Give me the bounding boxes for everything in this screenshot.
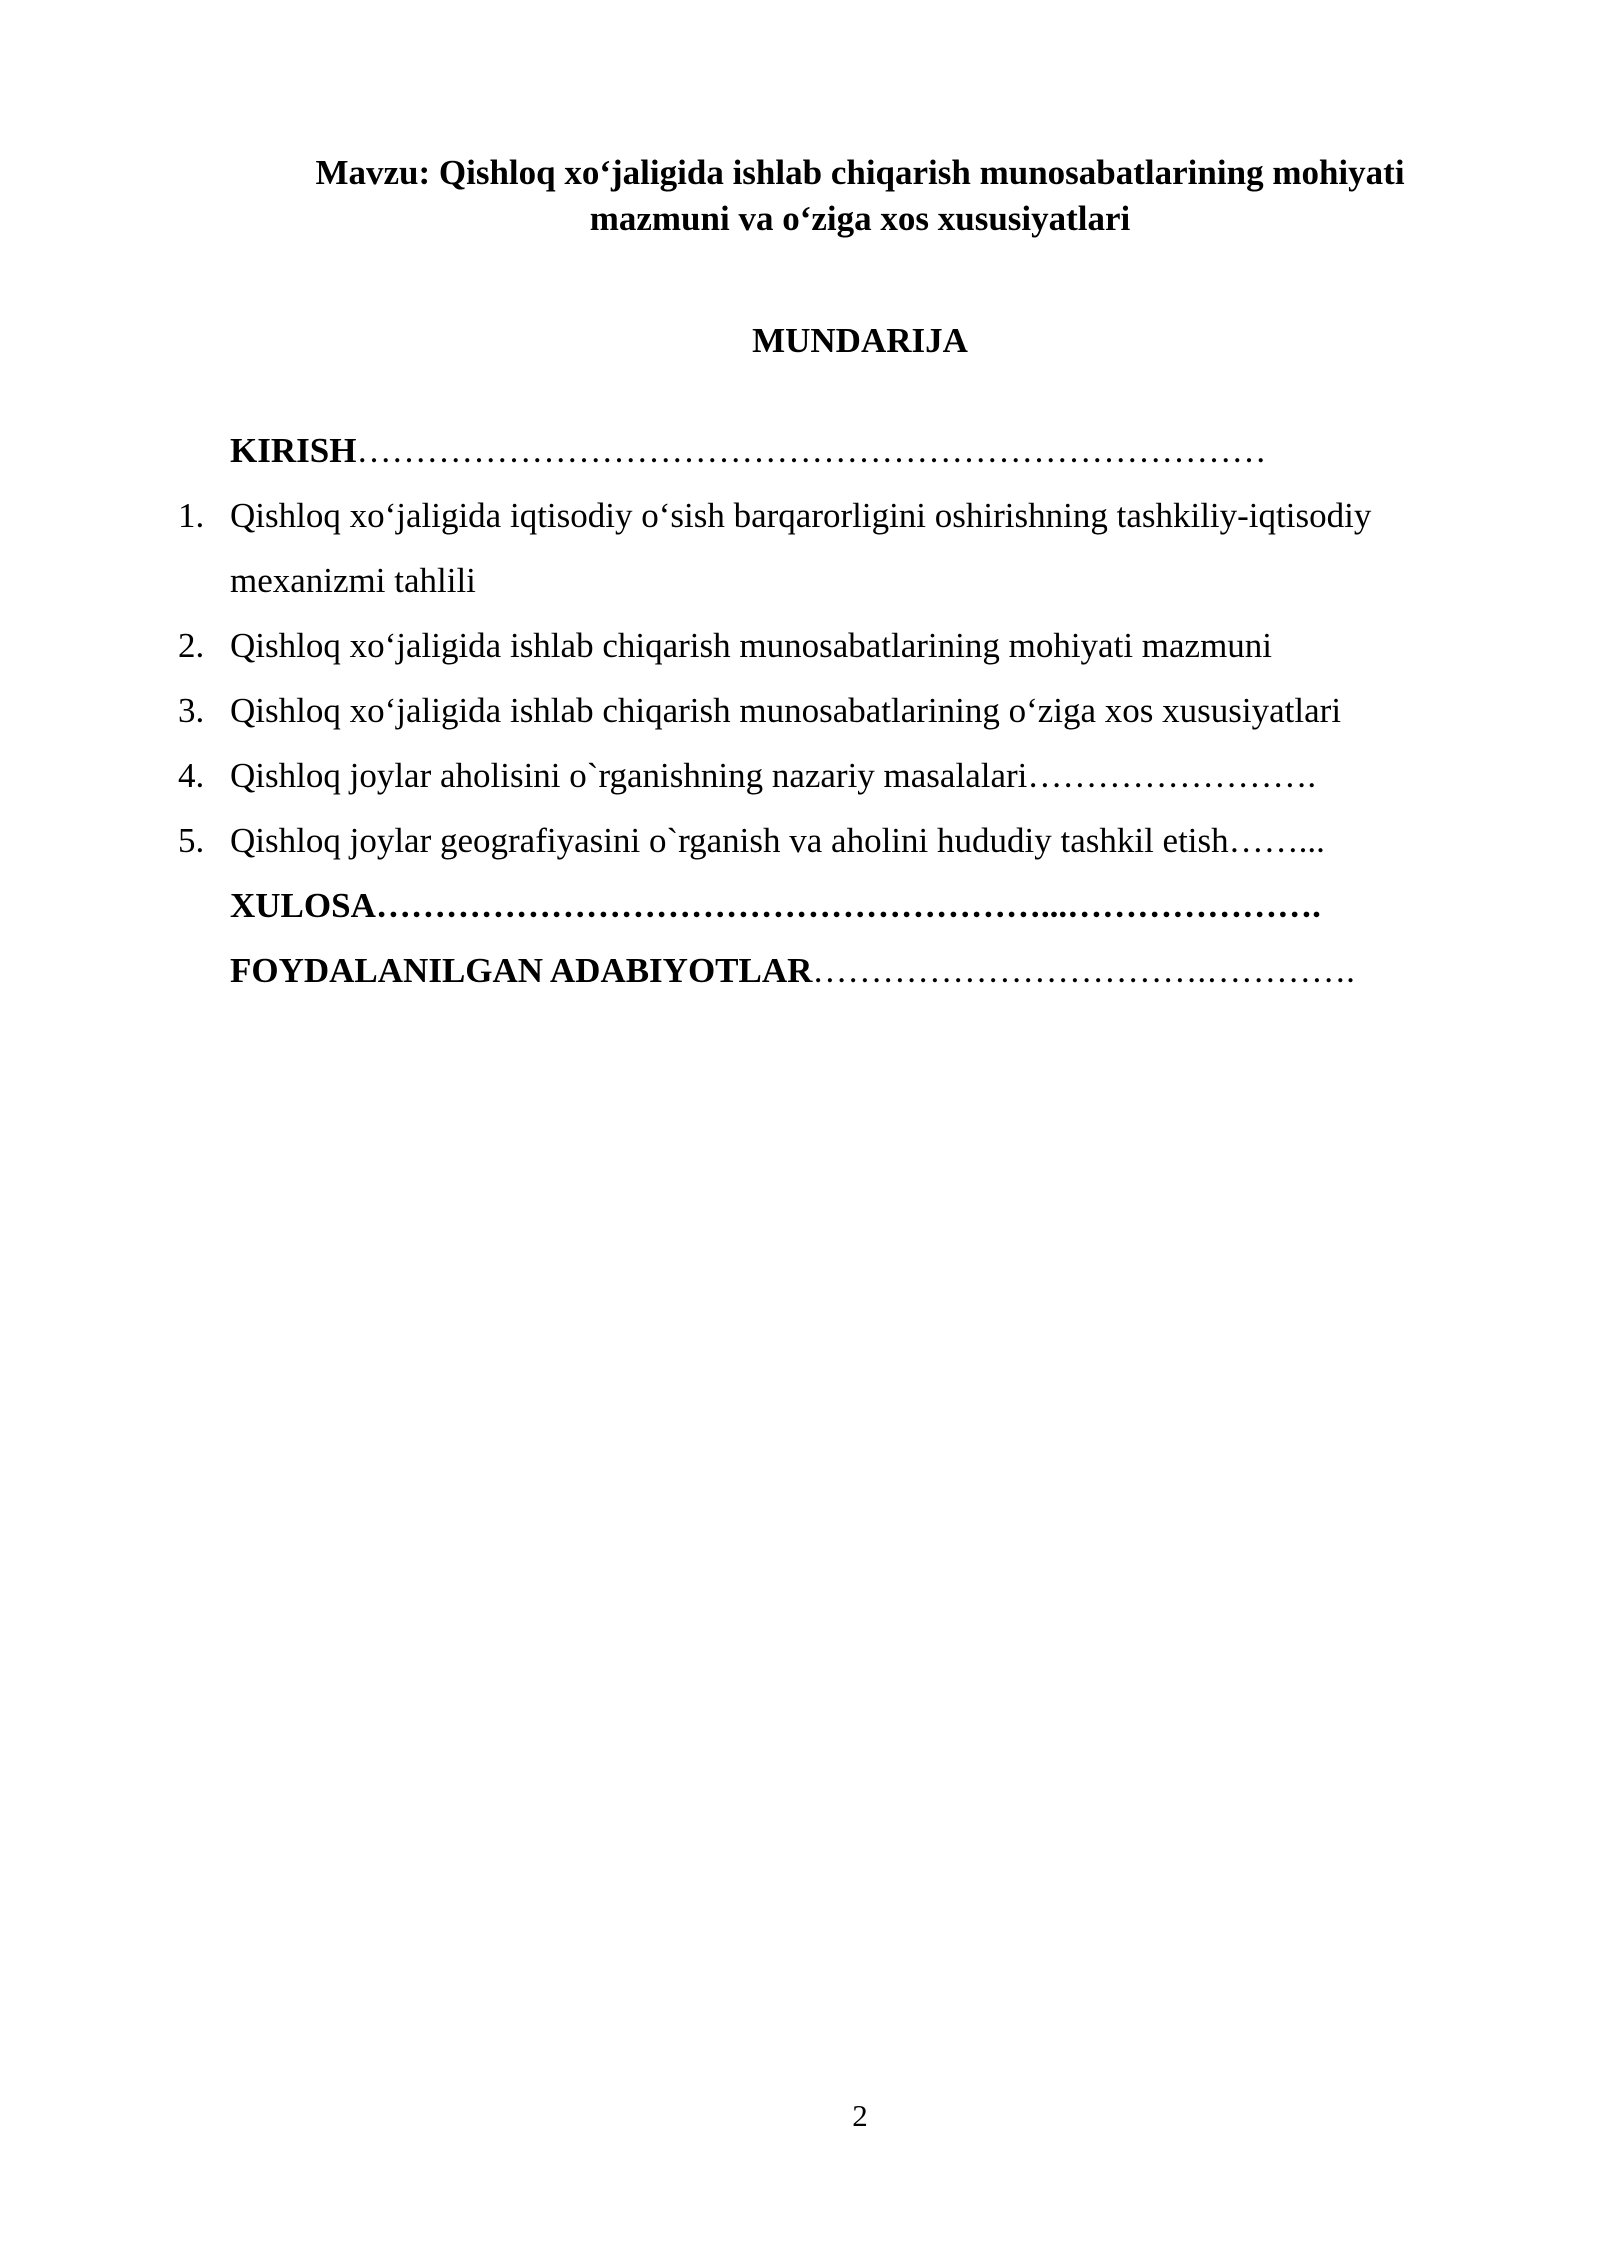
toc-entry-2 — [178, 613, 1530, 678]
toc-entry-conclusion — [230, 873, 1530, 938]
toc-entry-5 — [178, 808, 1530, 873]
toc-intro-label: KIRISH — [230, 431, 357, 470]
toc-entry-text: Qishloq joylar aholisini o`rganishning nazariy masalalari……………………. — [230, 756, 1317, 795]
toc-entry-3 — [178, 678, 1530, 743]
title-line-2: mazmuni va o‘ziga xos xususiyatlari — [589, 199, 1131, 238]
toc-entry-number: 5. — [178, 821, 205, 860]
toc-intro-leader: …………………………………………………………………… — [356, 431, 1267, 470]
toc-entry-text: mexanizmi tahlili — [230, 561, 476, 600]
toc-entry-text: Qishloq joylar geografiyasini o`rganish va aholini hududiy tashkil etish……... — [230, 821, 1325, 860]
toc-entry-1-continuation — [230, 548, 1530, 613]
toc-entry-4 — [178, 743, 1530, 808]
toc-entry-number: 4. — [178, 756, 205, 795]
toc-references-leader: …………………………….…………. — [812, 951, 1355, 990]
page-title — [200, 150, 1520, 242]
toc-entry-1 — [178, 483, 1530, 548]
toc-entry-number: 1. — [178, 496, 205, 535]
page-number: 2 — [852, 2098, 868, 2133]
toc-entry-text: Qishloq xo‘jaligida ishlab chiqarish munosabatlarining mohiyati mazmuni — [230, 626, 1273, 665]
toc-entry-text: Qishloq xo‘jaligida iqtisodiy o‘sish barqarorligini oshirishning tashkiliy-iqtisodiy — [230, 496, 1372, 535]
toc-heading: MUNDARIJA — [752, 321, 968, 360]
toc-references-label: FOYDALANILGAN ADABIYOTLAR — [230, 951, 813, 990]
toc-entry-intro — [230, 418, 1530, 483]
toc-entry-number: 3. — [178, 691, 205, 730]
title-line-1: Mavzu: Qishloq xo‘jaligida ishlab chiqarish munosabatlarining mohiyati — [315, 153, 1405, 192]
toc-entry-number: 2. — [178, 626, 205, 665]
toc-conclusion-label: XULOSA — [230, 886, 376, 925]
toc-entry-references — [230, 938, 1530, 1003]
toc-entry-text: Qishloq xo‘jaligida ishlab chiqarish munosabatlarining o‘ziga xos xususiyatlari — [230, 691, 1342, 730]
toc-conclusion-leader: …………………………………………………...…………………. — [375, 886, 1321, 925]
